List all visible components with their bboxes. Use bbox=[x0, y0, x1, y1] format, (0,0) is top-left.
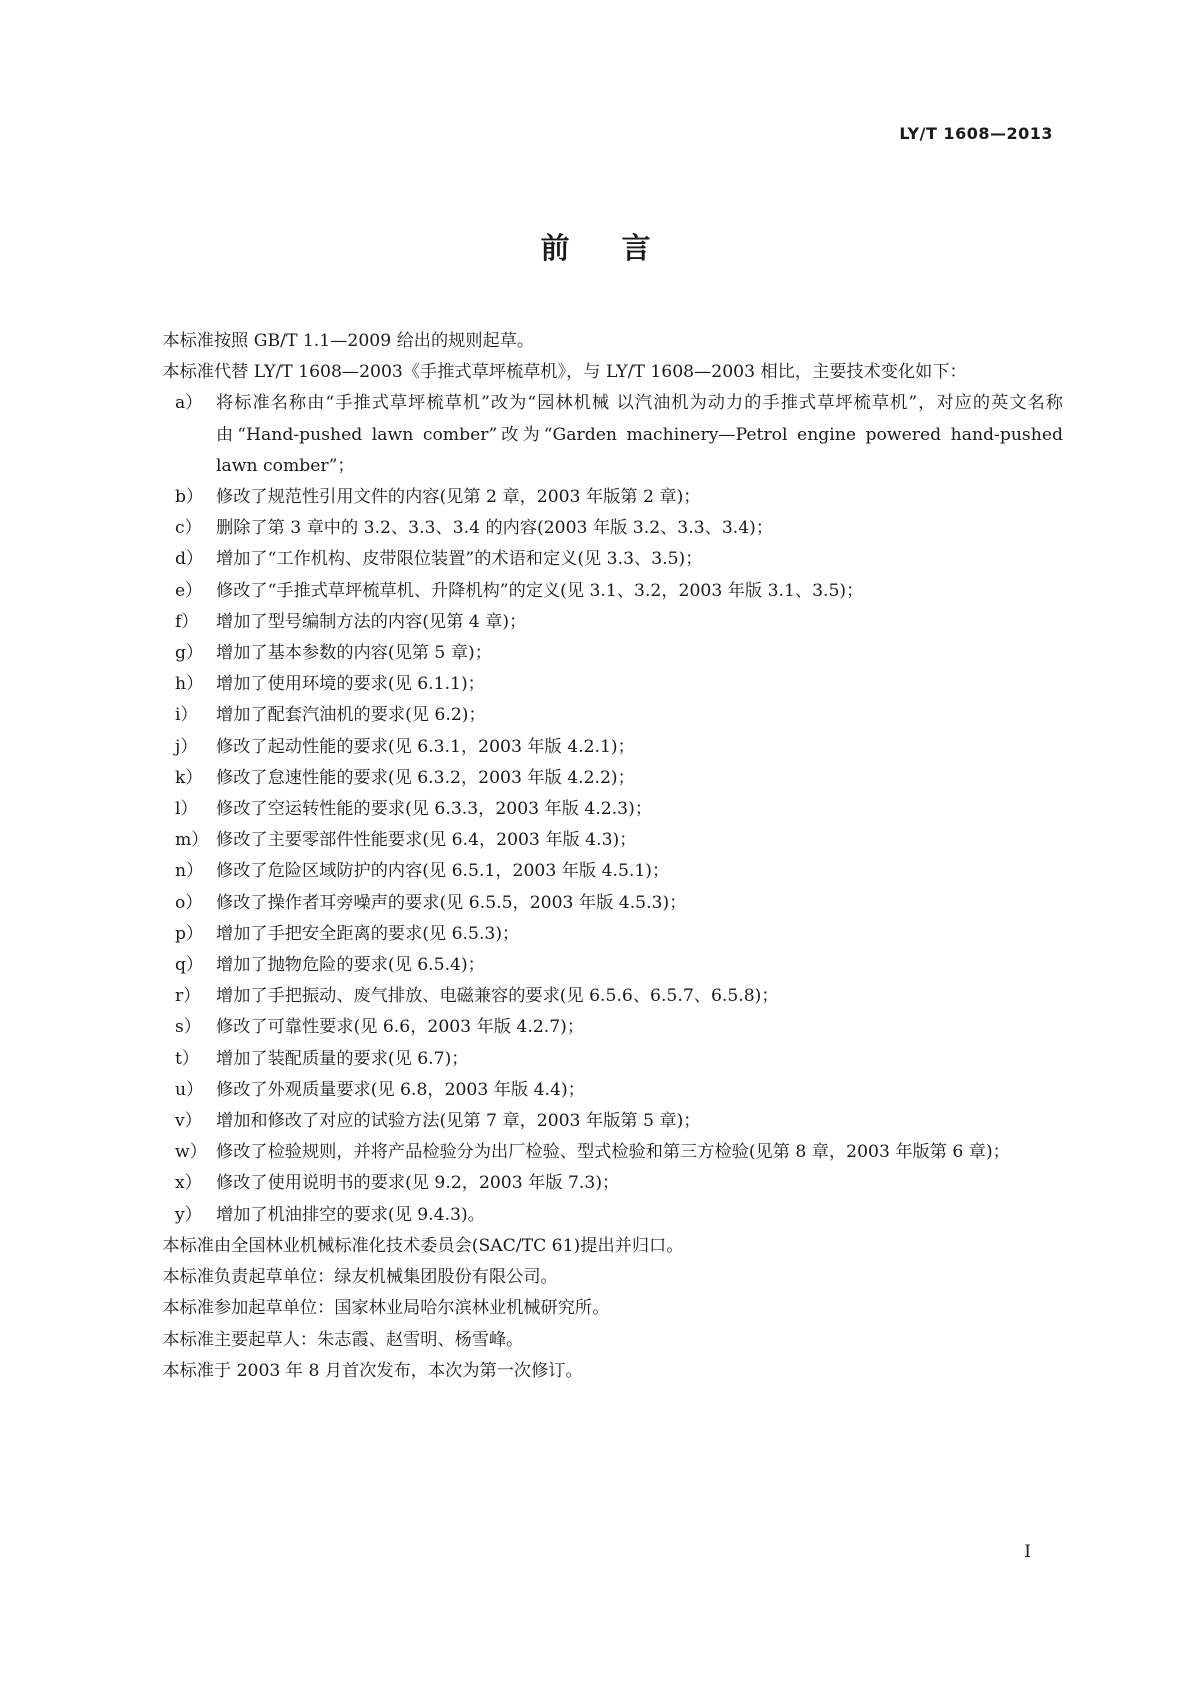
list-item-text: 修改了检验规则，并将产品检验分为出厂检验、型式检验和第三方检验(见第 8 章，2003 年版第 6 章)； bbox=[216, 1142, 1010, 1163]
list-marker: b） bbox=[175, 487, 204, 508]
list-item-text: 增加了抛物危险的要求(见 6.5.4)； bbox=[216, 955, 485, 976]
closing-paragraph: 本标准参加起草单位：国家林业局哈尔滨林业机械研究所。 bbox=[162, 1298, 610, 1319]
list-marker: o） bbox=[175, 892, 203, 913]
list-marker: q） bbox=[175, 955, 204, 976]
list-item-text: 增加了“工作机构、皮带限位装置”的术语和定义(见 3.3、3.5)； bbox=[216, 549, 703, 570]
list-item bbox=[128, 732, 1063, 763]
list-item bbox=[128, 1012, 1063, 1043]
list-item bbox=[128, 576, 1063, 607]
closing-paragraph: 本标准负责起草单位：绿友机械集团股份有限公司。 bbox=[162, 1267, 558, 1288]
page-number: I bbox=[1024, 1542, 1031, 1562]
list-item bbox=[128, 825, 1063, 856]
list-item bbox=[128, 919, 1063, 950]
list-marker: n） bbox=[175, 861, 204, 882]
list-item bbox=[128, 482, 1063, 513]
list-marker: p） bbox=[175, 923, 204, 944]
list-item bbox=[128, 700, 1063, 731]
list-item bbox=[128, 669, 1063, 700]
list-item bbox=[128, 638, 1063, 669]
list-item-text: 增加和修改了对应的试验方法(见第 7 章，2003 年版第 5 章)； bbox=[216, 1111, 701, 1132]
list-item-text: 修改了外观质量要求(见 6.8，2003 年版 4.4)； bbox=[216, 1079, 585, 1100]
list-marker: k） bbox=[175, 767, 203, 788]
list-item-text: 增加了型号编制方法的内容(见第 4 章)； bbox=[216, 611, 527, 632]
list-item bbox=[128, 1106, 1063, 1137]
list-item bbox=[128, 888, 1063, 919]
list-item bbox=[128, 1137, 1063, 1168]
list-item-text: 修改了空运转性能的要求(见 6.3.3，2003 年版 4.2.3)； bbox=[216, 799, 653, 820]
list-marker: e） bbox=[175, 580, 203, 601]
list-item-text: 修改了使用说明书的要求(见 9.2，2003 年版 7.3)； bbox=[216, 1173, 620, 1194]
closing-paragraph: 本标准由全国林业机械标准化技术委员会(SAC/TC 61)提出并归口。 bbox=[162, 1235, 684, 1256]
list-item-text: 修改了怠速性能的要求(见 6.3.2，2003 年版 4.2.2)； bbox=[216, 767, 635, 788]
closing-paragraph: 本标准主要起草人：朱志霞、赵雪明、杨雪峰。 bbox=[162, 1329, 524, 1350]
list-item-text: 修改了操作者耳旁噪声的要求(见 6.5.5，2003 年版 4.5.3)； bbox=[216, 892, 687, 913]
list-item-text: 将标准名称由“手推式草坪梳草机”改为“园林机械 以汽油机为动力的手推式草坪梳草机”，对应的英文名称由“Hand-pushed lawn comber”改为“Garden machinery—Petrol engine powered hand-pushed lawn comber”； bbox=[216, 393, 1063, 476]
list-item-text: 增加了装配质量的要求(见 6.7)； bbox=[216, 1048, 469, 1069]
list-item bbox=[128, 1075, 1063, 1106]
list-item-text: 修改了可靠性要求(见 6.6，2003 年版 4.2.7)； bbox=[216, 1017, 585, 1038]
list-item-text: 增加了手把振动、废气排放、电磁兼容的要求(见 6.5.6、6.5.7、6.5.8)； bbox=[216, 986, 779, 1007]
intro-paragraph: 本标准按照 GB/T 1.1—2009 给出的规则起草。 bbox=[162, 331, 535, 351]
list-item-text: 增加了配套汽油机的要求(见 6.2)； bbox=[216, 705, 486, 726]
list-marker: d） bbox=[175, 549, 204, 570]
list-marker: u） bbox=[175, 1079, 204, 1100]
changes-list bbox=[128, 388, 1063, 1230]
closing-paragraph: 本标准于 2003 年 8 月首次发布，本次为第一次修订。 bbox=[162, 1360, 583, 1381]
list-marker: x） bbox=[175, 1173, 202, 1194]
list-item-text: 修改了规范性引用文件的内容(见第 2 章，2003 年版第 2 章)； bbox=[216, 487, 701, 508]
list-marker: y） bbox=[175, 1204, 202, 1225]
list-marker: j） bbox=[175, 736, 198, 757]
list-item-text: 删除了第 3 章中的 3.2、3.3、3.4 的内容(2003 年版 3.2、3.3、3.4)； bbox=[216, 518, 774, 539]
list-marker: g） bbox=[175, 643, 204, 664]
list-item-text: 增加了机油排空的要求(见 9.4.3)。 bbox=[216, 1204, 485, 1225]
list-item-text: 修改了主要零部件性能要求(见 6.4，2003 年版 4.3)； bbox=[216, 830, 637, 851]
list-item-text: 修改了危险区域防护的内容(见 6.5.1，2003 年版 4.5.1)； bbox=[216, 861, 670, 882]
list-item bbox=[128, 1044, 1063, 1075]
standard-code: LY/T 1608—2013 bbox=[899, 124, 1053, 143]
list-item bbox=[128, 856, 1063, 887]
list-item-text: 增加了基本参数的内容(见第 5 章)； bbox=[216, 643, 492, 664]
foreword-body bbox=[128, 326, 1063, 1387]
list-item bbox=[128, 544, 1063, 575]
list-item bbox=[128, 1168, 1063, 1199]
list-item bbox=[128, 981, 1063, 1012]
list-marker: i） bbox=[175, 705, 198, 726]
list-item bbox=[128, 763, 1063, 794]
list-item bbox=[128, 1200, 1063, 1231]
list-item-text: 修改了“手推式草坪梳草机、升降机构”的定义(见 3.1、3.2，2003 年版 3.1、3.5)； bbox=[216, 580, 864, 601]
list-item-text: 增加了手把安全距离的要求(见 6.5.3)； bbox=[216, 923, 520, 944]
list-item-text: 增加了使用环境的要求(见 6.1.1)； bbox=[216, 674, 485, 695]
list-item bbox=[128, 513, 1063, 544]
list-marker: f） bbox=[175, 611, 199, 632]
list-item bbox=[128, 794, 1063, 825]
list-item bbox=[128, 950, 1063, 981]
list-marker: s） bbox=[175, 1017, 202, 1038]
intro-paragraph: 本标准代替 LY/T 1608—2003《手推式草坪梳草机》，与 LY/T 1608—2003 相比，主要技术变化如下： bbox=[162, 362, 967, 383]
list-marker: w） bbox=[175, 1142, 207, 1163]
list-item bbox=[128, 607, 1063, 638]
list-item bbox=[128, 388, 1063, 482]
page-title: 前言 bbox=[540, 231, 703, 265]
list-marker: h） bbox=[175, 674, 204, 695]
list-marker: r） bbox=[175, 986, 201, 1007]
list-marker: v） bbox=[175, 1111, 202, 1132]
list-marker: a） bbox=[175, 393, 203, 414]
list-marker: t） bbox=[175, 1048, 200, 1069]
list-marker: l） bbox=[175, 799, 198, 820]
list-item-text: 修改了起动性能的要求(见 6.3.1，2003 年版 4.2.1)； bbox=[216, 736, 635, 757]
list-marker: m） bbox=[175, 830, 209, 851]
list-marker: c） bbox=[175, 518, 202, 539]
